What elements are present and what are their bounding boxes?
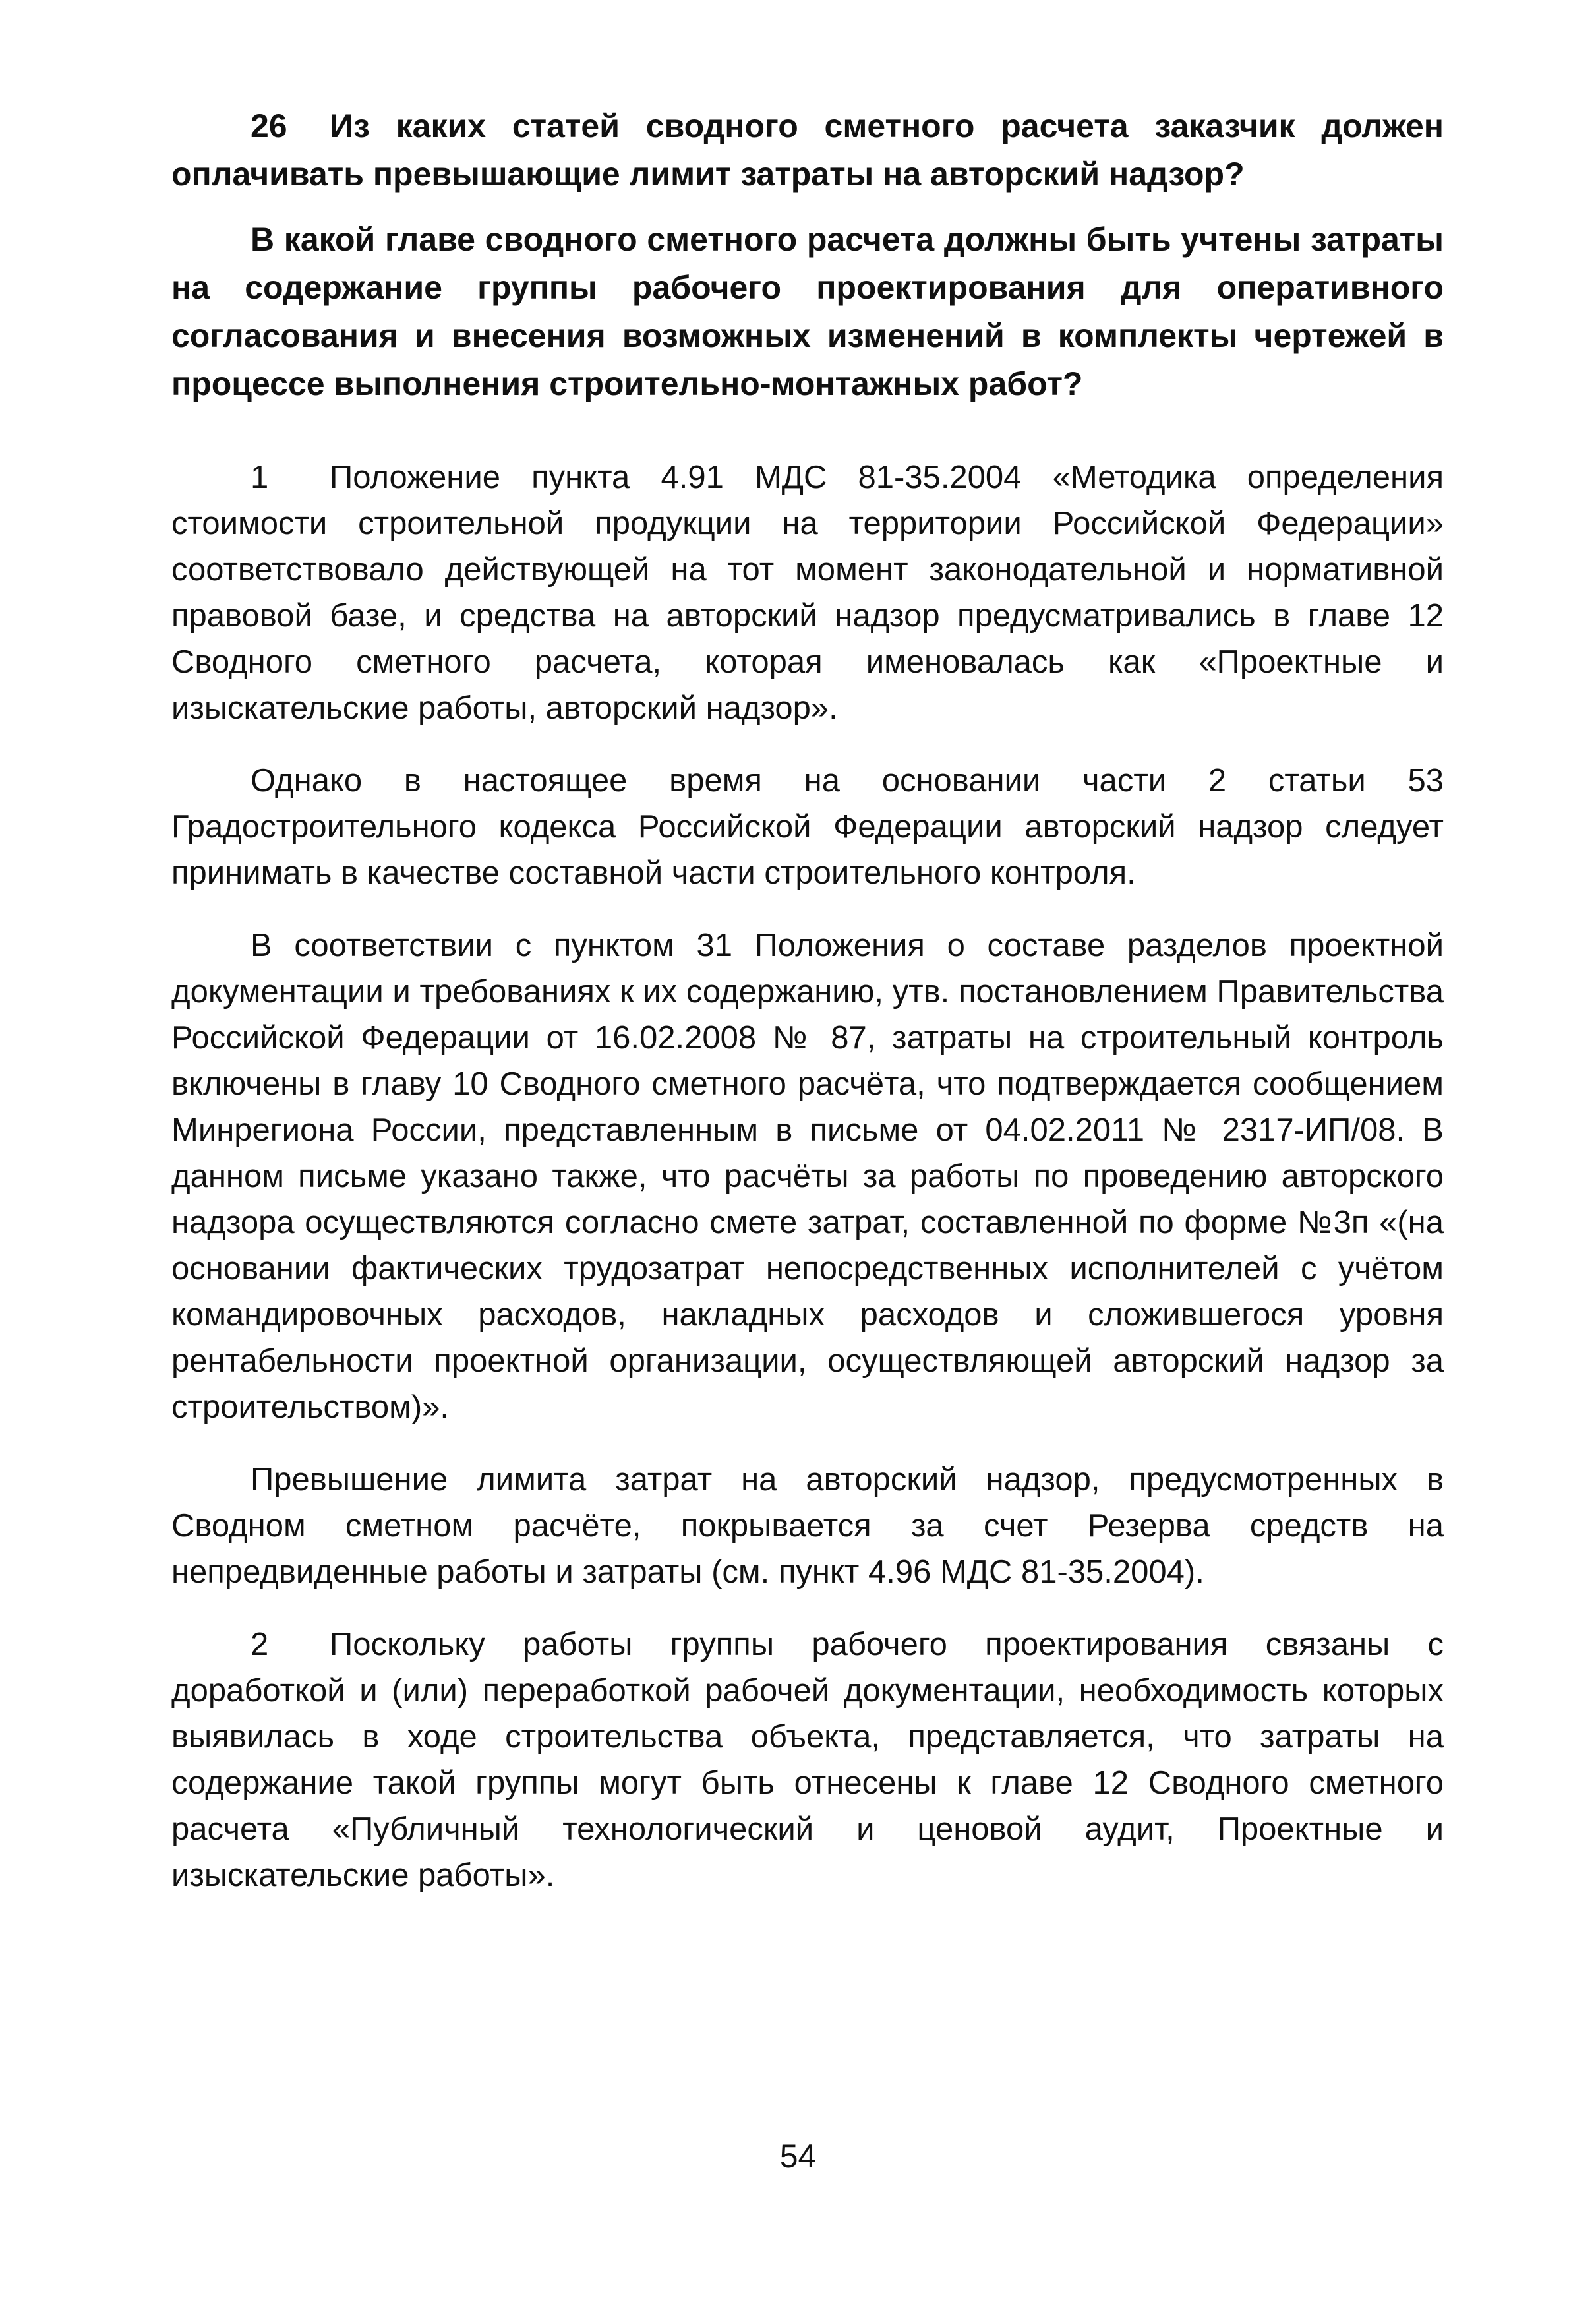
question-text-2: В какой главе сводного сметного расчета должны быть учтены затраты на содержание группы рабочего проектирования для оперативного согласования и внесения возможных изменений в комплекты чертежей в процессе выполнения строительно-монтажных работ? (171, 221, 1444, 402)
answer-2-number: 2 (251, 1627, 269, 1662)
question-text-1: Из каких статей сводного сметного расчета заказчик должен оплачивать превышающие лимит затраты на авторский надзор? (171, 107, 1444, 193)
answer-1-paragraph-2: Однако в настоящее время на основании части 2 статьи 53 Градостроительного кодекса Российской Федерации авторский надзор следует принимать в качестве составной части строительного контроля. (171, 763, 1444, 891)
question-heading (171, 102, 1444, 198)
page-number: 54 (779, 2138, 817, 2175)
page-content (171, 102, 1444, 1898)
answer-1-number: 1 (251, 460, 269, 495)
answer-2 (171, 1621, 1444, 1898)
answer-1-paragraph-3: В соответствии с пунктом 31 Положения о составе разделов проектной документации и требованиях к их содержанию, утв. постановлением Правительства Российской Федерации от 16.02.2008 № 87, затраты на строительный контроль включены в главу 10 Сводного сметного расчёта, что подтверждается сообщением Минрегиона России, представленным в письме от 04.02.2011 № 2317-ИП/08. В данном письме указано также, что расчёты за работы по проведению авторского надзора осуществляются согласно смете затрат, составленной по форме №3п «(на основании фактических трудозатрат непосредственных исполнителей с учётом командировочных расходов, накладных расходов и сложившегося уровня рентабельности проектной организации, осуществляющей авторский надзор за строительством)». (171, 928, 1444, 1425)
answer-2-text: Поскольку работы группы рабочего проектирования связаны с доработкой и (или) переработкой рабочей документации, необходимость которых выявилась в ходе строительства объекта, представляется, что затраты на содержание такой группы могут быть отнесены к главе 12 Сводного сметного расчета «Публичный технологический и ценовой аудит, Проектные и изыскательские работы». (171, 1627, 1444, 1893)
answer-1-paragraph-4: Превышение лимита затрат на авторский надзор, предусмотренных в Сводном сметном расчёте, покрывается за счет Резерва средств на непредвиденные работы и затраты (см. пункт 4.96 МДС 81-35.2004). (171, 1462, 1444, 1590)
question-number: 26 (251, 107, 287, 144)
answer-1 (171, 454, 1444, 731)
answer-1-text: Положение пункта 4.91 МДС 81-35.2004 «Методика определения стоимости строительной продукции на территории Российской Федерации» соответствовало действующей на тот момент законодательной и нормативной правовой базе, и средства на авторский надзор предусматривались в главе 12 Сводного сметного расчета, которая именовалась как «Проектные и изыскательские работы, авторский надзор». (171, 460, 1444, 726)
